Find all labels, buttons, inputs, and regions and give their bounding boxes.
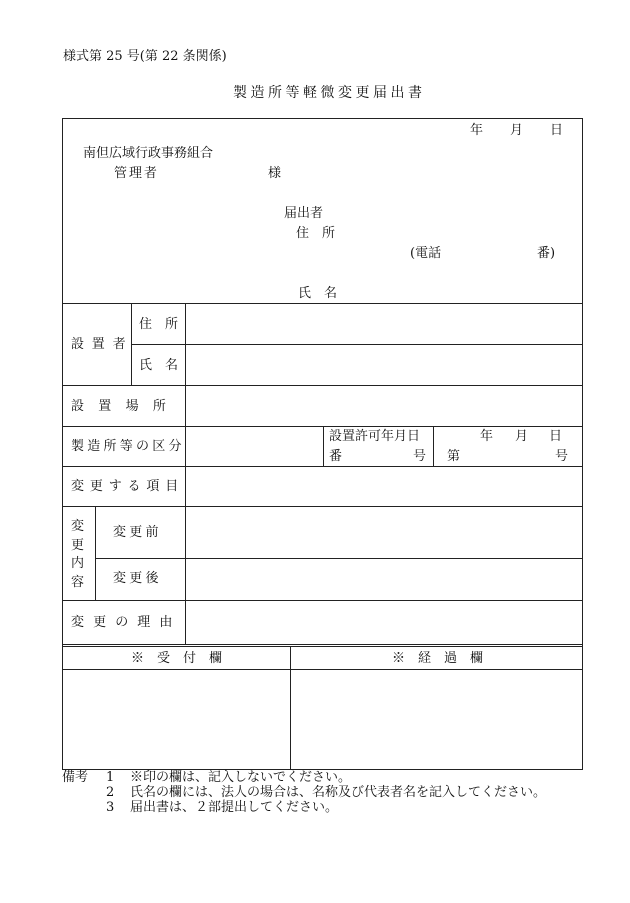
installer-label: 設置者 bbox=[71, 337, 134, 352]
notifier-label: 届出者 bbox=[284, 206, 324, 221]
permit-year: 年 bbox=[480, 429, 494, 444]
addressee-org: 南但広域行政事務組合 bbox=[83, 146, 214, 161]
row-divider bbox=[62, 506, 583, 507]
change-content-char: 変 bbox=[71, 519, 85, 534]
change-item-label: 変更する項目 bbox=[71, 479, 185, 494]
note-number: 1 bbox=[106, 770, 115, 785]
number-prefix: 第 bbox=[447, 449, 461, 464]
change-content-char: 更 bbox=[71, 538, 85, 553]
row-divider bbox=[62, 669, 583, 670]
change-content-char: 内 bbox=[71, 556, 85, 571]
col-divider bbox=[433, 426, 434, 466]
reception-label: ※ 受 付 欄 bbox=[131, 651, 223, 666]
number-label-left: 番 bbox=[329, 449, 343, 464]
date-month: 月 bbox=[510, 123, 524, 138]
col-divider bbox=[290, 646, 291, 770]
phone-close: 番) bbox=[537, 246, 556, 261]
category-label: 製造所等の区分 bbox=[71, 439, 185, 454]
date-year: 年 bbox=[470, 123, 484, 138]
notifier-name-label: 氏 名 bbox=[298, 286, 338, 301]
reason-label: 変更の理由 bbox=[71, 615, 182, 630]
note-text: 氏名の欄には、法人の場合は、名称及び代表者名を記入してください。 bbox=[130, 785, 547, 800]
change-content-char: 容 bbox=[71, 575, 85, 590]
col-divider bbox=[185, 303, 186, 644]
note-number: 2 bbox=[106, 785, 115, 800]
row-divider bbox=[62, 644, 583, 645]
row-divider bbox=[62, 303, 583, 304]
addressee-honorific: 様 bbox=[268, 166, 282, 181]
number-label-right: 号 bbox=[413, 449, 427, 464]
form-title: 製造所等軽微変更届出書 bbox=[233, 85, 426, 101]
notes-label: 備考 bbox=[62, 770, 89, 785]
row-divider bbox=[95, 558, 583, 559]
location-label: 設置場所 bbox=[71, 399, 181, 414]
permit-month: 月 bbox=[515, 429, 529, 444]
row-divider bbox=[62, 466, 583, 467]
permit-date-label: 設置許可年月日 bbox=[329, 429, 421, 444]
row-divider bbox=[62, 600, 583, 601]
phone-open: (電話 bbox=[410, 246, 442, 261]
after-label: 変更後 bbox=[113, 571, 162, 586]
notifier-address-label: 住 所 bbox=[296, 226, 336, 241]
date-day: 日 bbox=[550, 123, 564, 138]
note-text: ※印の欄は、記入しないでください。 bbox=[130, 770, 352, 785]
permit-day: 日 bbox=[549, 429, 563, 444]
row-divider bbox=[62, 385, 583, 386]
note-number: 3 bbox=[106, 800, 115, 815]
installer-address-label: 住 所 bbox=[139, 317, 179, 332]
row-divider bbox=[62, 646, 583, 647]
row-divider bbox=[131, 344, 583, 345]
progress-label: ※ 経 過 欄 bbox=[392, 651, 484, 666]
installer-name-label: 氏 名 bbox=[139, 358, 179, 373]
col-divider bbox=[95, 506, 96, 600]
addressee-role: 管理者 bbox=[114, 166, 159, 181]
note-text: 届出書は、２部提出してください。 bbox=[130, 800, 339, 815]
number-suffix: 号 bbox=[555, 449, 569, 464]
col-divider bbox=[323, 426, 324, 466]
form-number: 様式第 25 号(第 22 条関係) bbox=[63, 49, 227, 64]
before-label: 変更前 bbox=[113, 525, 162, 540]
